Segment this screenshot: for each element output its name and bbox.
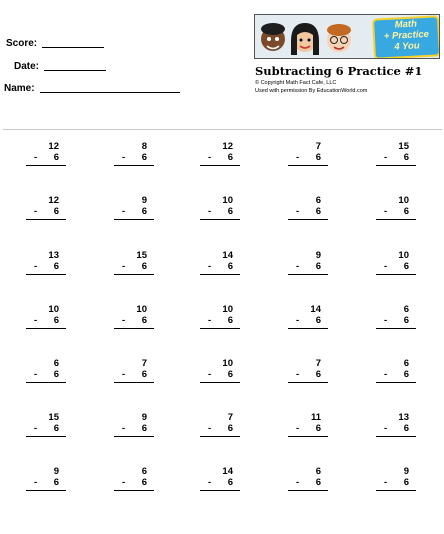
worksheet-title: Subtracting 6 Practice #1 (255, 64, 423, 78)
minuend: 7 (141, 358, 147, 369)
subtrahend: 6 (315, 152, 321, 163)
subtrahend: 6 (403, 477, 409, 488)
subtraction-problem (26, 141, 66, 166)
minuend: 15 (48, 412, 59, 423)
minuend: 6 (315, 466, 321, 477)
minus-sign: - (122, 261, 126, 272)
subtrahend-row (376, 152, 416, 166)
subtrahend-row (26, 261, 66, 275)
score-field[interactable] (6, 38, 104, 49)
permission-text: Used with permission By EducationWorld.com (255, 88, 368, 94)
subtraction-problem (200, 250, 240, 275)
subtraction-problem (288, 304, 328, 329)
subtrahend-row (376, 261, 416, 275)
minuend: 10 (222, 195, 233, 206)
minus-sign: - (34, 206, 38, 217)
minuend: 9 (141, 195, 147, 206)
subtrahend: 6 (53, 423, 59, 434)
subtraction-problem (114, 195, 154, 220)
subtraction-problem (200, 141, 240, 166)
subtraction-problem (26, 466, 66, 491)
minus-sign: - (208, 477, 212, 488)
date-label: Date: (14, 61, 40, 72)
minuend: 12 (48, 141, 59, 152)
math-practice-logo (254, 14, 440, 59)
minuend: 9 (315, 250, 321, 261)
subtrahend: 6 (141, 152, 147, 163)
subtraction-problem (26, 195, 66, 220)
name-label: Name: (4, 83, 35, 94)
subtrahend: 6 (227, 152, 233, 163)
minus-sign: - (384, 477, 388, 488)
subtraction-problem (376, 250, 416, 275)
subtrahend: 6 (315, 206, 321, 217)
minus-sign: - (122, 423, 126, 434)
subtrahend: 6 (315, 315, 321, 326)
subtrahend-row (114, 152, 154, 166)
subtraction-problem (288, 412, 328, 437)
subtrahend: 6 (403, 315, 409, 326)
subtraction-problem (376, 466, 416, 491)
subtrahend-row (376, 369, 416, 383)
subtrahend-row (26, 423, 66, 437)
subtrahend: 6 (53, 206, 59, 217)
minus-sign: - (34, 315, 38, 326)
subtrahend-row (376, 423, 416, 437)
date-field[interactable] (14, 61, 106, 72)
minus-sign: - (296, 369, 300, 380)
subtrahend-row (200, 152, 240, 166)
subtrahend-row (114, 315, 154, 329)
subtrahend-row (288, 152, 328, 166)
subtrahend: 6 (141, 477, 147, 488)
minus-sign: - (208, 315, 212, 326)
minus-sign: - (208, 206, 212, 217)
subtrahend-row (200, 423, 240, 437)
subtrahend: 6 (403, 261, 409, 272)
subtrahend: 6 (53, 261, 59, 272)
subtraction-problem (376, 304, 416, 329)
subtrahend: 6 (227, 261, 233, 272)
subtraction-problem (288, 195, 328, 220)
minuend: 13 (48, 250, 59, 261)
subtrahend-row (200, 315, 240, 329)
subtraction-problem (288, 358, 328, 383)
minuend: 10 (136, 304, 147, 315)
minus-sign: - (296, 261, 300, 272)
minuend: 15 (398, 141, 409, 152)
subtraction-problem (200, 466, 240, 491)
subtrahend: 6 (141, 369, 147, 380)
subtrahend: 6 (403, 423, 409, 434)
name-field[interactable] (4, 83, 180, 94)
subtraction-problem (200, 358, 240, 383)
minuend: 6 (53, 358, 59, 369)
subtraction-problem (114, 141, 154, 166)
minuend: 7 (315, 358, 321, 369)
minus-sign: - (296, 423, 300, 434)
minus-sign: - (34, 261, 38, 272)
minus-sign: - (384, 369, 388, 380)
subtrahend-row (114, 477, 154, 491)
subtraction-problem (114, 358, 154, 383)
subtrahend: 6 (315, 477, 321, 488)
subtrahend-row (114, 206, 154, 220)
minuend: 14 (222, 250, 233, 261)
subtrahend-row (376, 206, 416, 220)
minus-sign: - (384, 261, 388, 272)
subtraction-problem (114, 466, 154, 491)
subtrahend-row (288, 423, 328, 437)
subtraction-problem (376, 141, 416, 166)
subtrahend-row (114, 369, 154, 383)
subtrahend-row (288, 315, 328, 329)
minus-sign: - (208, 261, 212, 272)
minuend: 14 (310, 304, 321, 315)
minus-sign: - (296, 206, 300, 217)
subtrahend-row (200, 206, 240, 220)
subtrahend-row (376, 315, 416, 329)
subtrahend-row (26, 206, 66, 220)
minuend: 10 (48, 304, 59, 315)
subtrahend: 6 (315, 423, 321, 434)
minuend: 12 (48, 195, 59, 206)
subtrahend-row (200, 261, 240, 275)
minuend: 8 (141, 141, 147, 152)
minuend: 6 (403, 304, 409, 315)
minus-sign: - (384, 423, 388, 434)
minuend: 10 (222, 304, 233, 315)
minus-sign: - (296, 477, 300, 488)
date-blank[interactable] (44, 70, 106, 71)
minuend: 7 (315, 141, 321, 152)
subtrahend-row (114, 261, 154, 275)
subtrahend: 6 (141, 315, 147, 326)
subtraction-problem (26, 358, 66, 383)
subtraction-problem (288, 250, 328, 275)
minuend: 12 (222, 141, 233, 152)
subtrahend-row (26, 315, 66, 329)
minus-sign: - (208, 369, 212, 380)
minuend: 13 (398, 412, 409, 423)
subtraction-problem (200, 412, 240, 437)
subtrahend-row (114, 423, 154, 437)
subtrahend: 6 (315, 261, 321, 272)
minuend: 9 (53, 466, 59, 477)
minus-sign: - (122, 152, 126, 163)
minus-sign: - (122, 315, 126, 326)
minus-sign: - (296, 152, 300, 163)
minuend: 9 (141, 412, 147, 423)
subtrahend-row (288, 206, 328, 220)
subtraction-problem (200, 304, 240, 329)
subtrahend-row (200, 477, 240, 491)
minus-sign: - (208, 152, 212, 163)
minuend: 10 (222, 358, 233, 369)
subtrahend-row (26, 477, 66, 491)
subtrahend: 6 (403, 369, 409, 380)
subtrahend: 6 (227, 477, 233, 488)
minus-sign: - (122, 477, 126, 488)
minuend: 6 (141, 466, 147, 477)
minus-sign: - (34, 369, 38, 380)
subtrahend: 6 (227, 423, 233, 434)
subtrahend: 6 (227, 206, 233, 217)
subtrahend: 6 (141, 261, 147, 272)
header-divider (3, 129, 442, 130)
minus-sign: - (34, 152, 38, 163)
minus-sign: - (122, 369, 126, 380)
minuend: 11 (310, 412, 321, 423)
math-practice-badge (372, 15, 440, 59)
subtrahend: 6 (53, 152, 59, 163)
minuend: 7 (227, 412, 233, 423)
subtrahend: 6 (315, 369, 321, 380)
subtrahend-row (288, 477, 328, 491)
minuend: 10 (398, 250, 409, 261)
subtraction-problem (114, 250, 154, 275)
subtraction-problem (26, 250, 66, 275)
minus-sign: - (296, 315, 300, 326)
subtraction-problem (376, 195, 416, 220)
subtrahend: 6 (53, 369, 59, 380)
subtraction-problem (376, 412, 416, 437)
minus-sign: - (34, 477, 38, 488)
subtraction-problem (288, 141, 328, 166)
subtrahend: 6 (141, 423, 147, 434)
subtraction-problem (26, 304, 66, 329)
subtrahend: 6 (227, 315, 233, 326)
minus-sign: - (384, 206, 388, 217)
badge-line-2: + Practice (383, 28, 430, 43)
subtrahend-row (376, 477, 416, 491)
subtrahend-row (26, 152, 66, 166)
minus-sign: - (384, 152, 388, 163)
copyright-text: © Copyright Math Fact Cafe, LLC (255, 80, 337, 86)
subtraction-problem (114, 412, 154, 437)
minuend: 6 (403, 358, 409, 369)
subtrahend: 6 (141, 206, 147, 217)
minus-sign: - (122, 206, 126, 217)
badge-line-1: Math (394, 18, 418, 31)
minuend: 6 (315, 195, 321, 206)
subtraction-problem (376, 358, 416, 383)
score-blank[interactable] (42, 47, 104, 48)
minus-sign: - (34, 423, 38, 434)
subtrahend: 6 (227, 369, 233, 380)
minus-sign: - (384, 315, 388, 326)
minuend: 9 (403, 466, 409, 477)
minuend: 14 (222, 466, 233, 477)
subtrahend: 6 (403, 152, 409, 163)
minuend: 10 (398, 195, 409, 206)
subtrahend: 6 (53, 315, 59, 326)
subtraction-problem (26, 412, 66, 437)
subtraction-problem (200, 195, 240, 220)
subtrahend-row (288, 369, 328, 383)
subtrahend: 6 (403, 206, 409, 217)
name-blank[interactable] (40, 92, 180, 93)
badge-line-3: 4 You (394, 40, 420, 53)
subtraction-problem (114, 304, 154, 329)
subtrahend-row (288, 261, 328, 275)
subtraction-problem (288, 466, 328, 491)
minus-sign: - (208, 423, 212, 434)
minuend: 15 (136, 250, 147, 261)
subtrahend: 6 (53, 477, 59, 488)
score-label: Score: (6, 38, 38, 49)
subtrahend-row (26, 369, 66, 383)
subtrahend-row (200, 369, 240, 383)
